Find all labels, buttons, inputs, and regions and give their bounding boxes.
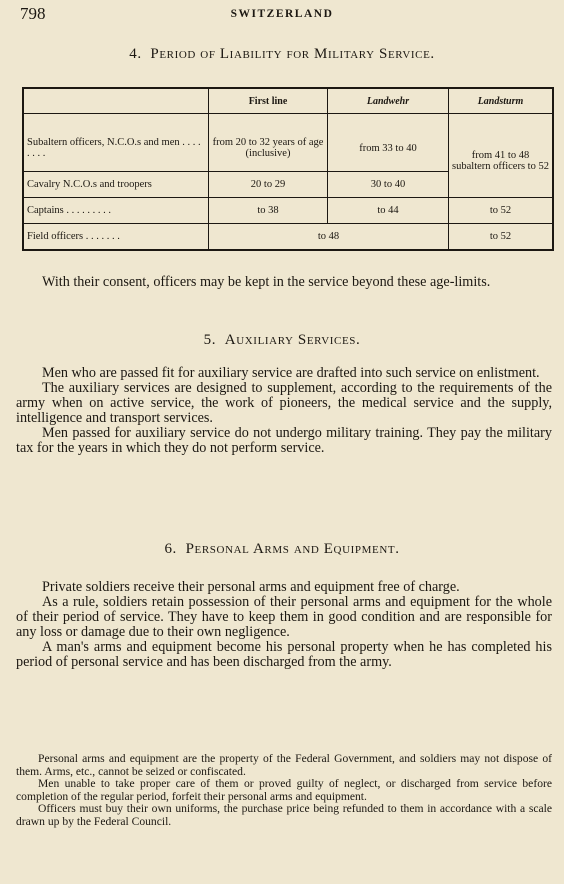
section-number: 5. (203, 332, 217, 348)
row-label: Field officers . . . . . . . (23, 223, 209, 250)
section-heading-5 (0, 332, 564, 349)
cell-first-line-landwehr: to 48 (209, 223, 449, 250)
row-label: Captains . . . . . . . . . (23, 197, 209, 223)
cell-landsturm: to 52 (449, 197, 554, 223)
section-heading-4 (0, 46, 564, 63)
paragraph-block (16, 275, 552, 290)
paragraph: As a rule, soldiers retain possession of their personal arms and equipment for the whole of their period of service. They have to keep them in good condition and are responsible for any loss or damage due to their own negligence. (16, 594, 552, 640)
paragraph: The auxiliary services are designed to supplement, according to the requirements of the army when on active service, the work of pioneers, the medical service and the supply, intelligence and transport services. (16, 380, 552, 426)
row-label: Cavalry N.C.O.s and troopers (23, 171, 209, 197)
cell-first-line: 20 to 29 (209, 171, 328, 197)
table-header-landwehr: Landwehr (328, 88, 449, 114)
row-label: Subaltern officers, N.C.O.s and men . . . . . . . . (27, 137, 201, 160)
running-head (0, 4, 564, 26)
note-block (16, 753, 552, 829)
section-title: Personal Arms and Equipment. (185, 541, 400, 557)
cell-first-line: to 38 (209, 197, 328, 223)
section-number: 4. (129, 46, 142, 62)
section-heading-6 (0, 541, 564, 558)
table-header-landsturm: Landsturm (449, 88, 554, 114)
paragraph-block (16, 580, 552, 670)
cell-landsturm: from 41 to 48 subaltern officers to 52 (449, 126, 554, 197)
note-paragraph: Men unable to take proper care of them or proved guilty of neglect, or discharged from service before completion of the regular period, forfeit their personal arms and equipment. (16, 777, 552, 803)
paragraph: With their consent, officers may be kept in the service beyond these age-limits. (42, 274, 491, 290)
cell-landwehr: to 44 (328, 197, 449, 223)
table-header-first-line: First line (209, 88, 328, 114)
section-title: Auxiliary Services. (224, 332, 361, 348)
cell-landwehr: from 33 to 40 (328, 126, 449, 171)
paragraph-block (16, 366, 552, 456)
cell-landwehr: 30 to 40 (328, 171, 449, 197)
note-paragraph: Personal arms and equipment are the property of the Federal Government, and soldiers may not dispose of them. Arms, etc., cannot be seized or confiscated. (16, 752, 552, 778)
table-header-blank (23, 88, 209, 114)
liability-table (22, 87, 554, 251)
cell-landsturm: to 52 (449, 223, 554, 250)
paragraph: Private soldiers receive their personal arms and equipment free of charge. (42, 579, 460, 595)
paragraph: Men passed for auxiliary service do not undergo military training. They pay the military tax for the years in which they do not perform service. (16, 425, 552, 456)
section-title: Period of Liability for Military Service. (150, 46, 435, 62)
paragraph: Men who are passed fit for auxiliary service are drafted into such service on enlistment. (42, 365, 540, 381)
table-header-row (23, 88, 553, 114)
table-row (23, 223, 553, 250)
note-paragraph: Officers must buy their own uniforms, the purchase price being refunded to them in accordance with a scale drawn up by the Federal Council. (16, 802, 552, 828)
section-number: 6. (164, 541, 177, 557)
table-row (23, 197, 553, 223)
page-number: 798 (20, 4, 46, 23)
running-title: SWITZERLAND (230, 8, 334, 20)
table-row (23, 126, 553, 171)
cell-first-line: from 20 to 32 years of age (inclusive) (209, 126, 328, 171)
table-spacer (23, 114, 553, 127)
paragraph: A man's arms and equipment become his personal property when he has completed his period of personal service and has been discharged from the army. (16, 639, 552, 670)
